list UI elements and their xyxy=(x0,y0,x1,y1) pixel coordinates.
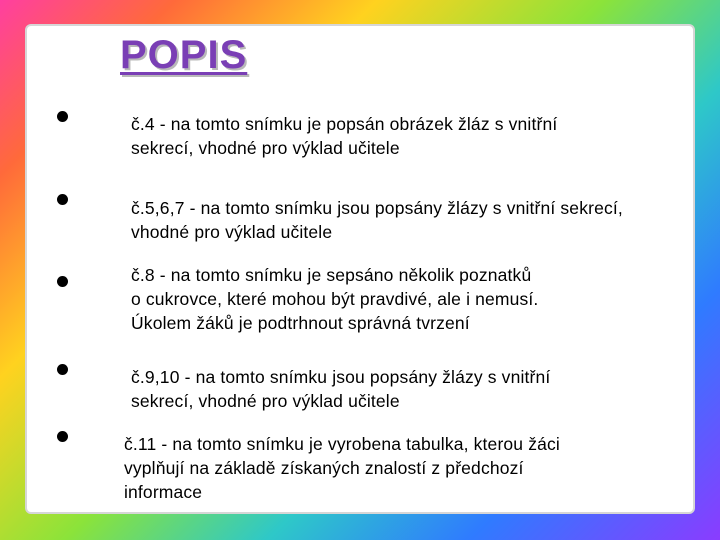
list-item-line: vhodné pro výklad učitele xyxy=(131,222,333,242)
list-item-line: sekrecí, vhodné pro výklad učitele xyxy=(131,138,400,158)
list-item-line: č.11 - na tomto snímku je vyrobena tabulka, kterou žáci xyxy=(124,434,560,454)
list-item xyxy=(131,112,557,160)
bullet-dot xyxy=(57,364,68,375)
list-item-line: sekrecí, vhodné pro výklad učitele xyxy=(131,391,400,411)
list-item-line: č.5,6,7 - na tomto snímku jsou popsány žlázy s vnitřní sekrecí, xyxy=(131,198,623,218)
bullet-dot xyxy=(57,111,68,122)
list-item xyxy=(131,196,623,244)
bullet-dot xyxy=(57,194,68,205)
list-item-line: vyplňují na základě získaných znalostí z předchozí xyxy=(124,458,524,478)
list-item xyxy=(124,432,560,504)
list-item xyxy=(131,365,550,413)
slide-title: POPIS xyxy=(120,33,248,77)
list-item-line: č.8 - na tomto snímku je sepsáno několik poznatků xyxy=(131,265,532,285)
list-item-line: informace xyxy=(124,482,203,502)
list-item-line: č.4 - na tomto snímku je popsán obrázek žláz s vnitřní xyxy=(131,114,558,134)
list-item-line: č.9,10 - na tomto snímku jsou popsány žlázy s vnitřní xyxy=(131,367,551,387)
bullet-dot xyxy=(57,276,68,287)
list-item-line: Úkolem žáků je podtrhnout správná tvrzení xyxy=(131,313,470,333)
list-item xyxy=(131,263,538,335)
bullet-dot xyxy=(57,431,68,442)
list-item-line: o cukrovce, které mohou být pravdivé, ale i nemusí. xyxy=(131,289,539,309)
